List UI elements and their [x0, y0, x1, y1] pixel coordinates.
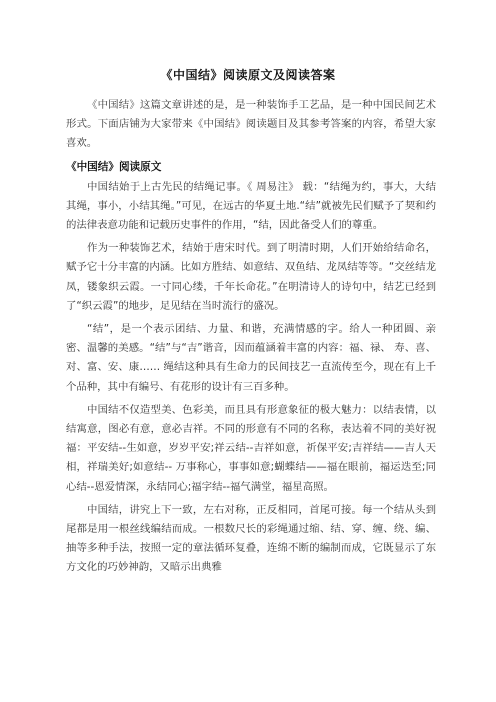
- document-body: [66, 96, 436, 582]
- body-paragraph-3: “结”，是一个表示团结、力量、和谐，充满情感的字。给人一种团圆、亲密、温馨的美感。“结”与“吉”谐音，因而蕴涵着丰富的内容：福、禄、 寿、喜、对、富、安、康…… 绳结这种具有生命力的民间技艺一直流传至今，现在有上千个品种，其中有编号、有花形的设计有三百多种。: [66, 323, 436, 393]
- body-paragraph-1: 中国结始于上古先民的结绳记事。《 周易注》 载：“结绳为约，事大，大结其绳，事小，小结其绳。”可见，在远古的华夏土地.“结”就被先民们赋予了契和约的法律表意功能和记载历史事件的作用，“结，因此备受人们的尊重。: [66, 180, 436, 232]
- document-title: 《中国结》阅读原文及阅读答案: [160, 68, 336, 82]
- body-paragraph-4: 中国结不仅造型美、色彩美，而且具有形意象征的极大魅力：以结表情，以结寓意，图必有意，意必吉祥。不同的形意有不同的名称，表达着不同的美好祝福：平安结--生如意，岁岁平安;祥云结--吉祥如意，祈保平安;吉祥结——吉人天相，祥瑞美好;如意结-- 万事称心，事事如意;蝴蝶结——福在眼前，福运迭至;同心结--恩爱情深，永结同心;福字结--福气满堂，福星高照。: [66, 403, 436, 493]
- intro-paragraph: 《中国结》这篇文章讲述的是，是一种装饰手工艺品，是一种中国民间艺术形式。下面店铺为大家带来《中国结》阅读题目及其参考答案的内容，希望大家喜欢。: [66, 99, 436, 150]
- body-paragraph-5: 中国结，讲究上下一致，左右对称，正反相同，首尾可接。每一个结从头到尾都是用一根丝线编结而成。一根数尺长的彩绳通过缩、结、穿、缠、绕、编、抽等多种手法，按照一定的章法循环复叠，连绵不断的编制而成，它既显示了东方文化的巧妙神韵，又暗示出典雅: [66, 503, 436, 574]
- body-paragraph-2: 作为一种装饰艺术，结始于唐宋时代。到了明清时期，人们开始给结命名，赋予它十分丰富的内涵。比如方胜结、如意结、双鱼结、龙凤结等等。“交丝结龙凤，镂象织云霞。一寸同心缕，千年长命花。”在明清诗人的诗句中，结艺已经到了“织云霞”的地步，足见结在当时流行的盛况。: [66, 242, 436, 312]
- section-heading: 《中国结》阅读原文: [66, 160, 162, 173]
